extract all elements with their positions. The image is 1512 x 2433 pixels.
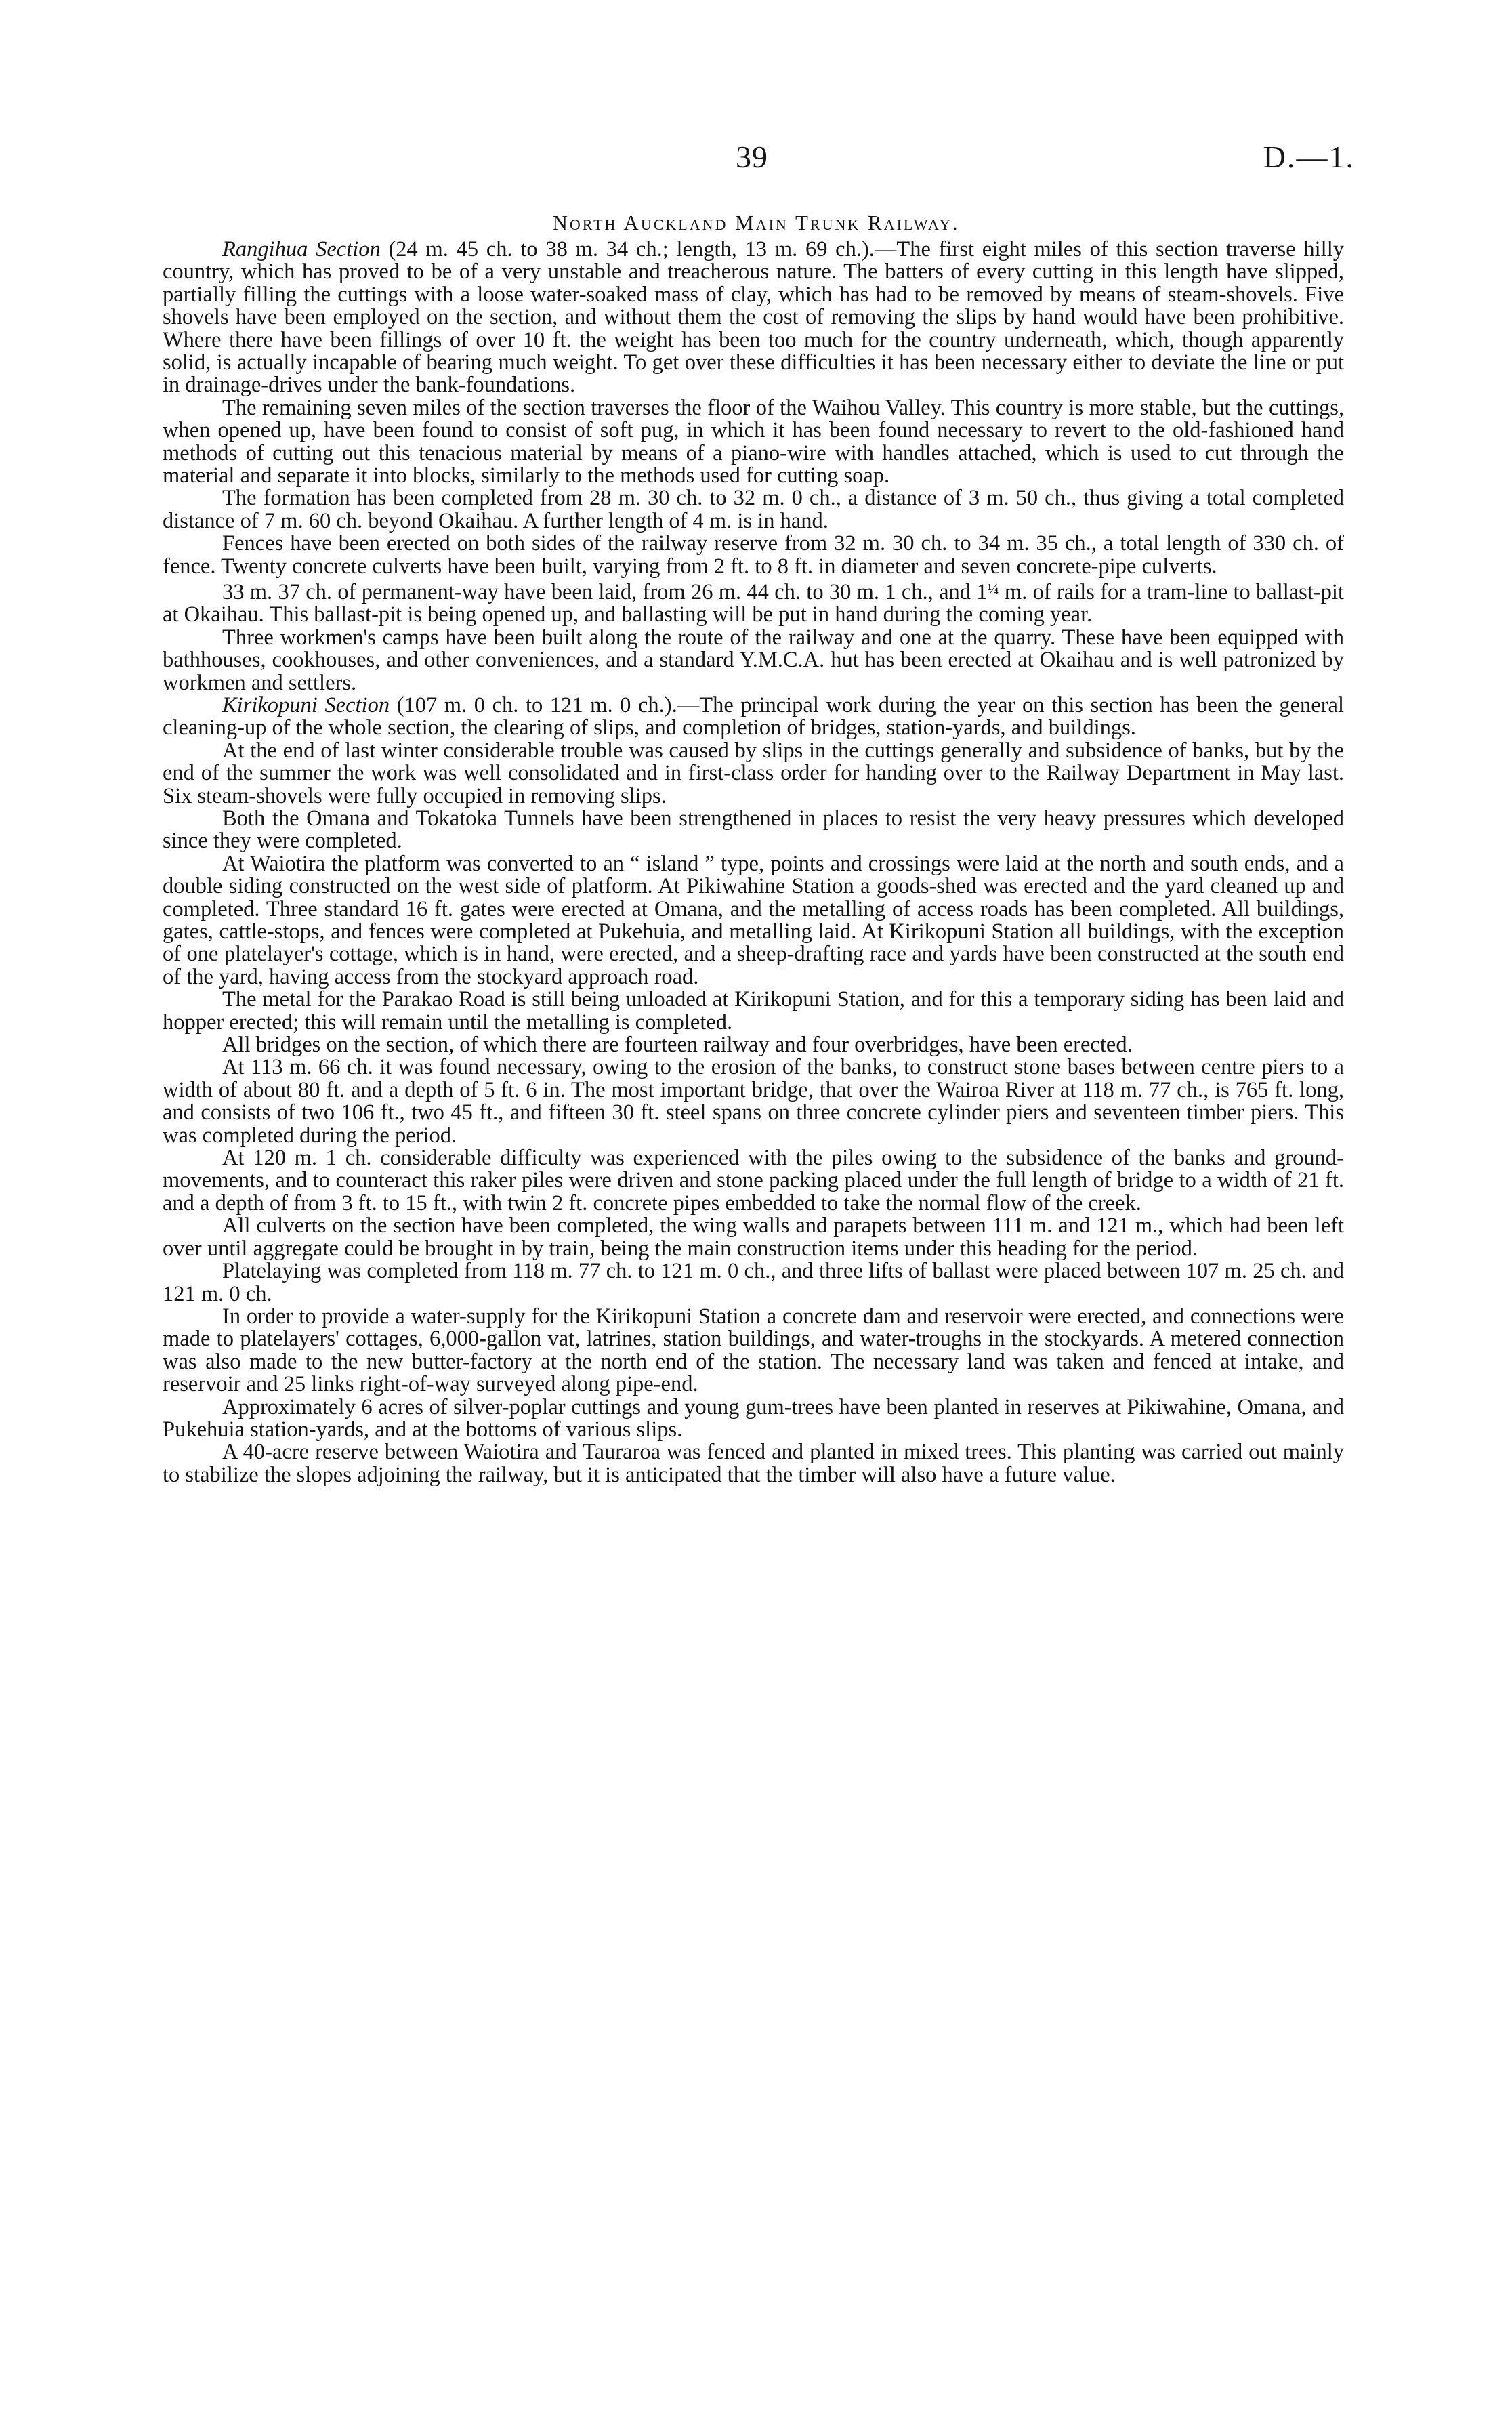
page-number: 39 xyxy=(736,140,768,174)
paragraph xyxy=(163,627,1344,694)
paragraph-text: (24 m. 45 ch. to 38 m. 34 ch.; length, 13 m. 69 ch.).—The first eight miles of this section traverse hilly country, which has proved to be of a very unstable and treacherous nature. The batters of every cutting in this length have slipped, partially filling the cuttings with a loose water-soaked mass of clay, which has had to be removed by means of steam-shovels. Five shovels have been employed on the section, and without them the cost of removing the slips by hand would have been prohibitive. Where there have been fillings of over 10 ft. the weight has been too much for the country underneath, which, though apparently solid, is actually incapable of bearing much weight. To get over these difficulties it has been necessary either to deviate the line or put in drainage-drives under the bank-foundations. xyxy=(163,237,1344,398)
paragraph xyxy=(163,533,1344,578)
paragraph-text: (107 m. 0 ch. to 121 m. 0 ch.).—The principal work during the year on this section has been the general cleaning-up of the whole section, the clearing of slips, and completion of bridges, station-yards, and buildings. xyxy=(163,692,1344,741)
paragraph-text: In order to provide a water-supply for the Kirikopuni Station a concrete dam and reservoir were erected, and connections were made to platelayers' cottages, 6,000-gallon vat, latrines, station buildings, and water-troughs in the stockyards. A metered connection was also made to the new butter-factory at the north end of the station. The necessary land was taken and fenced at intake, and reservoir and 25 links right-of-way surveyed along pipe-end. xyxy=(163,1304,1344,1397)
paragraph xyxy=(163,578,1344,627)
paragraph-text: The remaining seven miles of the section traverses the floor of the Waihou Valley. This country is more stable, but the cuttings, when opened up, have been found to consist of soft pug, in which it has been found necessary to revert to the old-fashioned hand methods of cutting out this tenacious material by means of a piano-wire with handles attached, which is used to cut through the material and separate it into blocks, similarly to the methods used for cutting soap. xyxy=(163,395,1344,488)
paragraph-kirikopuni-section xyxy=(163,694,1344,740)
paragraph-text: Three workmen's camps have been built along the route of the railway and one at the quarry. These have been equipped with bathhouses, cookhouses, and other conveniences, and a standard Y.M.C.A. hut has been erected at Okaihau and is well patronized by workmen and settlers. xyxy=(163,625,1344,695)
paragraph xyxy=(163,1396,1344,1442)
paragraph-text: All culverts on the section have been completed, the wing walls and parapets between 111 m. and 121 m., which had been left over until aggregate could be brought in by train, being the main construction items under this heading for the period. xyxy=(163,1213,1344,1261)
paragraph xyxy=(163,1441,1344,1486)
paragraph-text: At 113 m. 66 ch. it was found necessary, owing to the erosion of the banks, to construct stone bases between centre piers to a width of about 80 ft. and a depth of 5 ft. 6 in. The most important bridge, that over the Wairoa River at 118 m. 77 ch., is 765 ft. long, and consists of two 106 ft., two 45 ft., and fifteen 30 ft. steel spans on three concrete cylinder piers and seventeen timber piers. This was completed during the period. xyxy=(163,1055,1344,1148)
paragraph-text: Platelaying was completed from 118 m. 77 ch. to 121 m. 0 ch., and three lifts of ballast were placed between 107 m. 25 ch. and 121 m. 0 ch. xyxy=(163,1259,1344,1306)
fraction: ¼ xyxy=(987,581,999,598)
paragraph-lead: Rangihua Section xyxy=(222,237,381,262)
paragraph-text: Both the Omana and Tokatoka Tunnels have been strengthened in places to resist the very heavy pressures which developed since they were completed. xyxy=(163,806,1344,854)
paragraph xyxy=(163,1056,1344,1147)
paragraph-text: The metal for the Parakao Road is still being unloaded at Kirikopuni Station, and for this a temporary siding has been laid and hopper erected; this will remain until the metalling is completed. xyxy=(163,987,1344,1035)
paragraph-text: 33 m. 37 ch. of permanent-way have been laid, from 26 m. 44 ch. to 30 m. 1 ch., and 1 xyxy=(222,579,988,604)
paragraph xyxy=(163,1260,1344,1306)
paragraph xyxy=(163,397,1344,488)
paragraph xyxy=(163,740,1344,808)
paragraph xyxy=(163,487,1344,533)
paragraph-text: m. of rails for a tram-line to ballast-pit at Okaihau. This ballast-pit is being opened up, and ballasting will be put in hand during the coming year. xyxy=(163,579,1344,627)
paragraph-rangihua-section xyxy=(163,238,1344,397)
paragraph xyxy=(163,853,1344,989)
document-reference: D.—1. xyxy=(1263,140,1355,174)
paragraph-text: At 120 m. 1 ch. considerable difficulty was experienced with the piles owing to the subsidence of the banks and ground-movements, and to counteract this raker piles were driven and stone packing placed under the full length of bridge to a width of 21 ft. and a depth of from 3 ft. to 15 ft., with twin 2 ft. concrete pipes embedded to take the normal flow of the creek. xyxy=(163,1146,1344,1215)
paragraph xyxy=(163,989,1344,1034)
paragraph-lead: Kirikopuni Section xyxy=(222,692,390,718)
paragraph-text: A 40-acre reserve between Waiotira and Tauraroa was fenced and planted in mixed trees. This planting was carried out mainly to stabilize the slopes adjoining the railway, but it is anticipated that the timber will also have a future value. xyxy=(163,1440,1344,1487)
paragraph-text: At the end of last winter considerable trouble was caused by slips in the cuttings generally and subsidence of banks, but by the end of the summer the work was well consolidated and in first-class order for handing over to the Railway Department in May last. Six steam-shovels were fully occupied in removing slips. xyxy=(163,738,1344,808)
paragraph-text: The formation has been completed from 28 m. 30 ch. to 32 m. 0 ch., a distance of 3 m. 50 ch., thus giving a total completed distance of 7 m. 60 ch. beyond Okaihau. A further length of 4 m. is in hand. xyxy=(163,486,1344,533)
body-text xyxy=(163,238,1344,1486)
paragraph xyxy=(163,1034,1344,1056)
paragraph xyxy=(163,1306,1344,1396)
paragraph xyxy=(163,1147,1344,1215)
paragraph-text: At Waiotira the platform was converted to an “ island ” type, points and crossings were laid at the north and south ends, and a double siding constructed on the west side of platform. At Pikiwahine Station a goods-shed was erected and the yard cleaned up and completed. Three standard 16 ft. gates were erected at Omana, and the metalling of access roads has been completed. All buildings, gates, cattle-stops, and fences were completed at Pukehuia, and metalling laid. At Kirikopuni Station all buildings, with the exception of one platelayer's cottage, which is in hand, were erected, and a sheep-drafting race and yards have been constructed at the south end of the yard, having access from the stockyard approach road. xyxy=(163,851,1344,989)
paragraph-text: Approximately 6 acres of silver-poplar cuttings and young gum-trees have been planted in reserves at Pikiwahine, Omana, and Pukehuia station-yards, and at the bottoms of various slips. xyxy=(163,1394,1344,1442)
paragraph-text: Fences have been erected on both sides of the railway reserve from 32 m. 30 ch. to 34 m. 35 ch., a total length of 330 ch. of fence. Twenty concrete culverts have been built, varying from 2 ft. to 8 ft. in diameter and seven concrete-pipe culverts. xyxy=(163,531,1344,579)
section-heading: North Auckland Main Trunk Railway. xyxy=(552,211,960,234)
paragraph xyxy=(163,1215,1344,1260)
paragraph-text: All bridges on the section, of which there are fourteen railway and four overbridges, have been erected. xyxy=(222,1033,1133,1058)
paragraph xyxy=(163,808,1344,853)
